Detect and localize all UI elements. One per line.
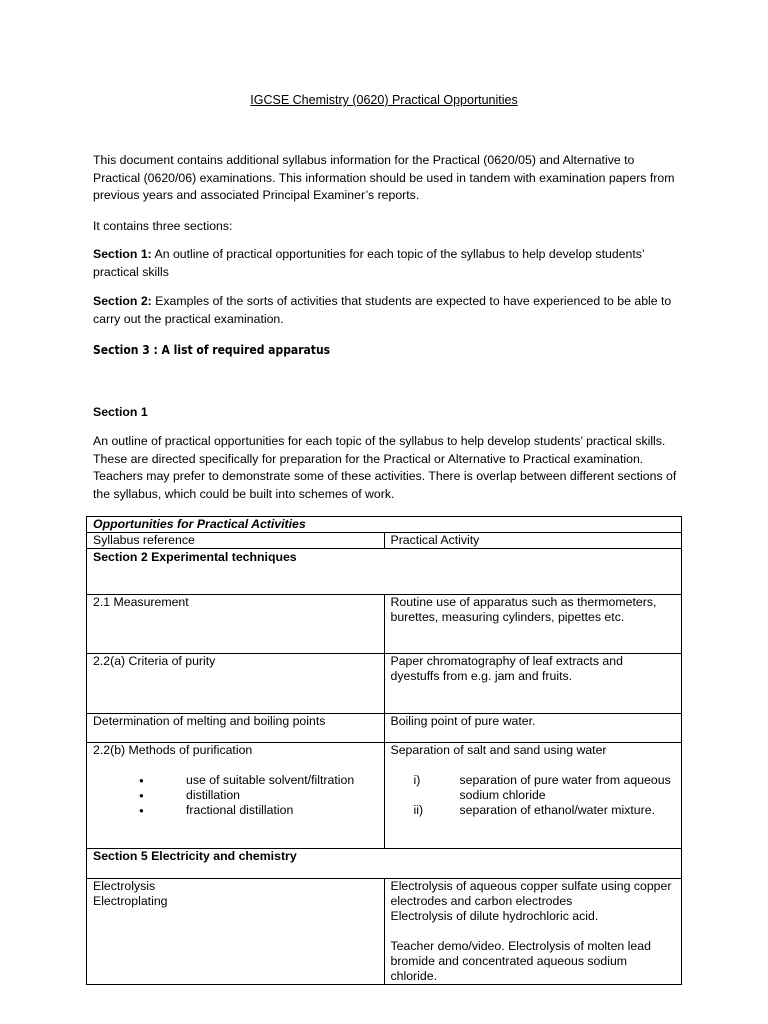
- list-item: ● distillation: [93, 788, 378, 803]
- header-practical-activity: Practical Activity: [384, 533, 682, 549]
- electricity-ref-cell: [87, 879, 385, 985]
- table-caption: Opportunities for Practical Activities: [87, 517, 682, 533]
- list-item: [391, 803, 676, 818]
- section1-label: Section 1:: [93, 247, 152, 261]
- section3-summary: [93, 342, 683, 360]
- electricity-activity-cell: [384, 879, 682, 985]
- spacer: [391, 924, 676, 939]
- purification-ref: 2.2(b) Methods of purification: [93, 743, 253, 757]
- row-activity: Routine use of apparatus such as thermometers, burettes, measuring cylinders, pipettes etc.: [384, 595, 682, 654]
- section1-summary: [93, 246, 683, 281]
- row-ref: 2.2(a) Criteria of purity: [87, 654, 385, 714]
- section1-heading: Section 1: [93, 405, 148, 419]
- section1-desc: An outline of practical opportunities for each topic of the syllabus to help develop students’ practical skills: [93, 247, 645, 279]
- intro-paragraph: This document contains additional syllabus information for the Practical (0620/05) and Alternative to Practical (0620/06) examinations. This information should be used in tandem with examination papers from previous years and associated Principal Examiner’s reports.: [93, 153, 675, 202]
- purification-activity-list: [391, 773, 676, 818]
- page-title: IGCSE Chemistry (0620) Practical Opportunities: [250, 93, 518, 107]
- list-text: separation of pure water from aqueous sodium chloride: [459, 773, 671, 802]
- section2-desc: Examples of the sorts of activities that students are expected to have experienced to be able to carry out the practical examination.: [93, 294, 672, 326]
- list-item: ● fractional distillation: [93, 803, 378, 818]
- electricity-activity-line: Electrolysis of aqueous copper sulfate using copper electrodes and carbon electrodes: [390, 879, 672, 908]
- section2-label: Section 2:: [93, 294, 152, 308]
- header-syllabus-reference: Syllabus reference: [87, 533, 385, 549]
- table-row: [87, 595, 682, 654]
- list-number: i): [413, 773, 421, 787]
- list-item: [391, 773, 676, 803]
- row-ref: Determination of melting and boiling points: [87, 714, 385, 743]
- row-ref: 2.1 Measurement: [87, 595, 385, 654]
- purification-activity-cell: [384, 743, 682, 849]
- table-row: [87, 714, 682, 743]
- table-row: [87, 654, 682, 714]
- table-row: [87, 879, 682, 985]
- table-header-row: [87, 533, 682, 549]
- row-activity: Boiling point of pure water.: [384, 714, 682, 743]
- electricity-ref-line: Electroplating: [93, 894, 168, 908]
- list-number: ii): [413, 803, 424, 817]
- section5-table-heading: Section 5 Electricity and chemistry: [87, 849, 682, 879]
- electricity-ref-line: Electrolysis: [93, 879, 156, 893]
- opportunities-table: [86, 516, 682, 985]
- section3-label: Section 3 : A list of required apparatus: [93, 343, 331, 357]
- purification-bullets: [93, 773, 378, 818]
- contains-text: It contains three sections:: [93, 219, 233, 233]
- section1-paragraph: An outline of practical opportunities for each topic of the syllabus to help develop students’ practical skills. These are directed specifically for preparation for the Practical or Alternative to Practical examination. Teachers may prefer to demonstrate some of these activities. There is overlap between different sections of the syllabus, which could be built into schemes of work.: [93, 434, 677, 501]
- purification-ref-cell: [87, 743, 385, 849]
- electricity-activity-line: Electrolysis of dilute hydrochloric acid.: [390, 909, 599, 923]
- list-item: ● use of suitable solvent/filtration: [93, 773, 378, 788]
- row-activity: Paper chromatography of leaf extracts and dyestuffs from e.g. jam and fruits.: [384, 654, 682, 714]
- section2-table-heading: Section 2 Experimental techniques: [87, 549, 682, 595]
- list-text: separation of ethanol/water mixture.: [459, 803, 655, 817]
- electricity-activity-extra: Teacher demo/video. Electrolysis of molten lead bromide and concentrated aqueous sodium chloride.: [390, 939, 651, 983]
- table-row: [87, 743, 682, 849]
- purification-activity: Separation of salt and sand using water: [390, 743, 607, 757]
- section2-summary: [93, 293, 683, 328]
